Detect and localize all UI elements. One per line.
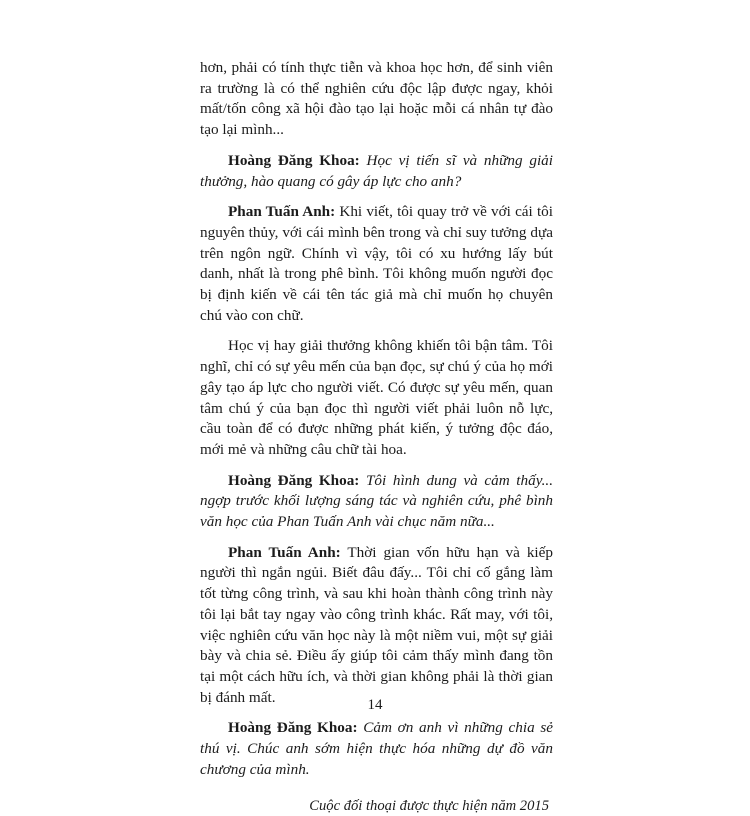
speaker-label: Hoàng Đăng Khoa: <box>228 719 358 736</box>
question-text: Học vị tiến sĩ và những giải thưởng, hào quang có gây áp lực cho anh? <box>200 152 553 190</box>
speaker-label: Phan Tuấn Anh: <box>228 544 341 561</box>
question-text: Tôi hình dung và cảm thấy... ngợp trước khối lượng sáng tác và nghiên cứu, phê bình văn học của Phan Tuấn Anh vài chục năm nữa... <box>200 472 553 530</box>
answer-text: Học vị hay giải thưởng không khiến tôi bận tâm. Tôi nghĩ, chỉ có sự yêu mến của bạn đọc, sự chú ý của họ mới gây tạo áp lực cho người viết. Có được sự yêu mến, quan tâm chú ý của bạn đọc thì người viết phải luôn nỗ lực, cầu toàn để có được những phát kiến, ý tưởng độc đáo, mới mẻ và những câu chữ tài hoa. <box>200 337 553 458</box>
question-text: Cảm ơn anh vì những chia sẻ thú vị. Chúc anh sớm hiện thực hóa những dự đồ văn chương của mình. <box>200 719 553 777</box>
answer-text: Thời gian vốn hữu hạn và kiếp người thì ngắn ngủi. Biết đâu đấy... Tôi chỉ cố gắng làm tốt từng công trình, và sau khi hoàn thành công trình này tôi lại bắt tay ngay vào công trình khác. Rất may, với tôi, việc nghiên cứu văn học này là một niềm vui, một sự giải bày và chia sẻ. Điều ấy giúp tôi cảm thấy mình đang tồn tại một cách hữu ích, và thời gian không phải là thời gian bị đánh mất. <box>200 544 553 706</box>
speaker-label: Phan Tuấn Anh: <box>228 203 335 220</box>
paragraph-4 <box>200 336 553 460</box>
speaker-label: Hoàng Đăng Khoa: <box>228 152 360 169</box>
answer-text: Khi viết, tôi quay trở về với cái tôi nguyên thủy, với cái mình bên trong và chỉ suy tưởng dựa trên ngôn ngữ. Chính vì vậy, tôi có xu hướng lấy bút danh, nhất là trong phê bình. Tôi không muốn người đọc bị định kiến về cái tên tác giả mà chỉ muốn họ chuyên chú vào con chữ. <box>200 203 553 324</box>
paragraph-text: hơn, phải có tính thực tiễn và khoa học hơn, để sinh viên ra trường là có thể nghiên cứu độc lập được ngay, khỏi mất/tốn công xã hội đào tạo lại hoặc mỗi cá nhân tự đào tạo lại mình... <box>200 59 553 138</box>
speaker-label: Hoàng Đăng Khoa: <box>228 472 359 489</box>
paragraph-2 <box>200 151 553 192</box>
page-number: 14 <box>0 697 750 714</box>
paragraph-7 <box>200 718 553 780</box>
paragraph-3 <box>200 202 553 326</box>
paragraph-1 <box>200 58 553 141</box>
closing-note: Cuộc đối thoại được thực hiện năm 2015 <box>200 796 553 816</box>
paragraph-6 <box>200 543 553 709</box>
paragraph-5 <box>200 471 553 533</box>
